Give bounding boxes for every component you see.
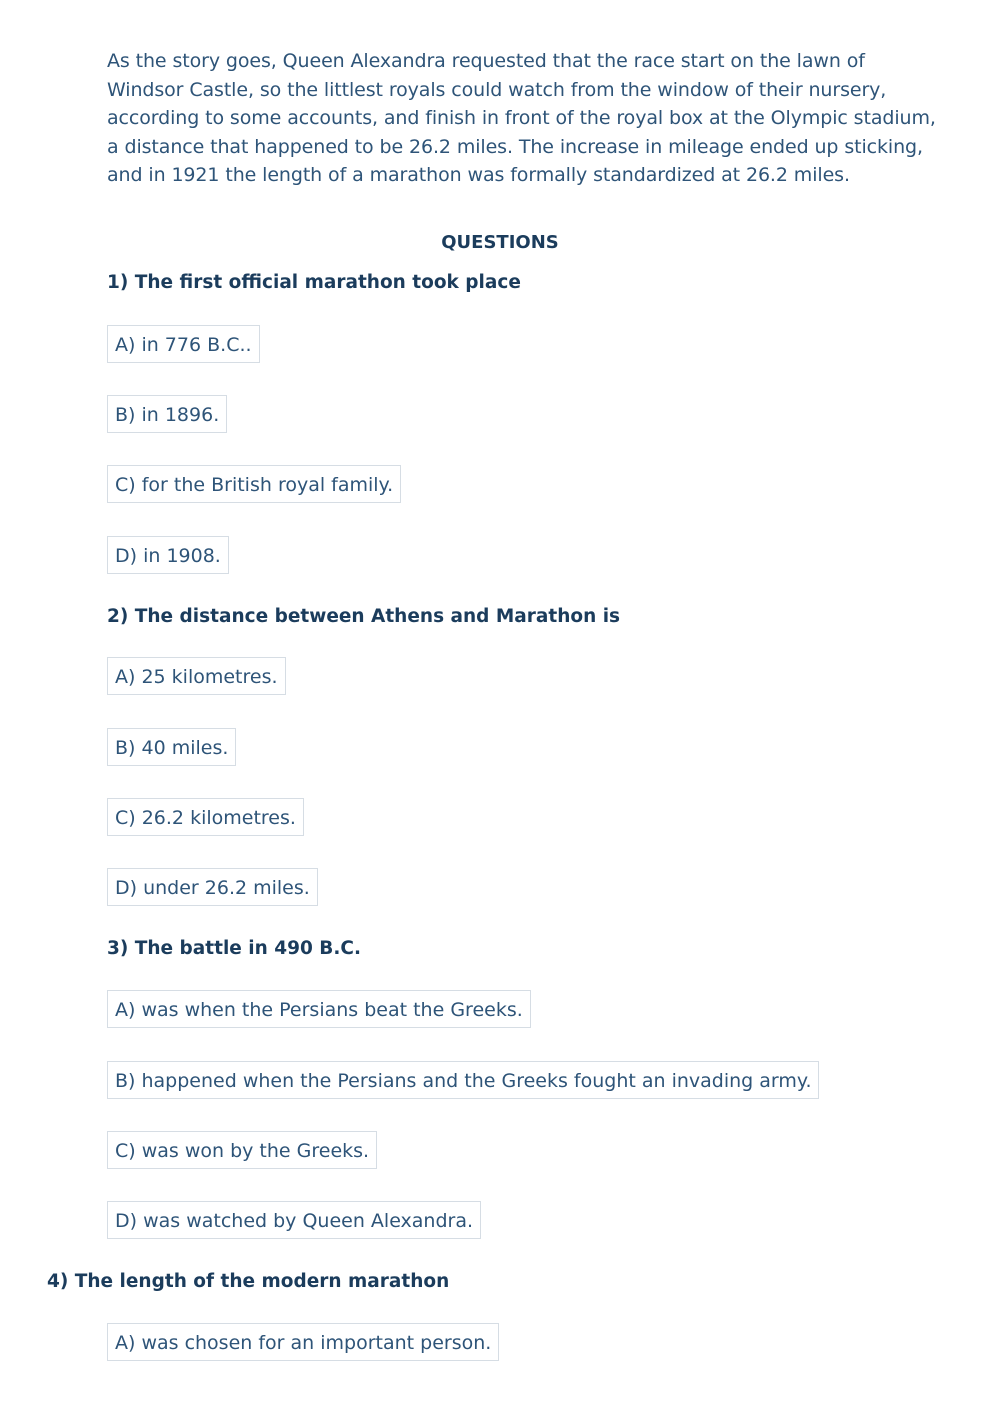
question-2-option-d[interactable]: D) under 26.2 miles. bbox=[107, 868, 318, 906]
question-1-option-c[interactable]: C) for the British royal family. bbox=[107, 465, 401, 503]
question-3-option-b[interactable]: B) happened when the Persians and the Greeks fought an invading army. bbox=[107, 1061, 819, 1099]
question-3-text: 3) The battle in 490 B.C. bbox=[107, 938, 362, 959]
question-2-option-b[interactable]: B) 40 miles. bbox=[107, 728, 236, 766]
question-1-option-d[interactable]: D) in 1908. bbox=[107, 536, 229, 574]
question-1-text: 1) The first official marathon took place bbox=[107, 272, 521, 293]
question-2-option-a[interactable]: A) 25 kilometres. bbox=[107, 657, 286, 695]
question-4-option-a[interactable]: A) was chosen for an important person. bbox=[107, 1323, 499, 1361]
question-4-text: 4) The length of the modern marathon bbox=[47, 1271, 450, 1292]
question-1-option-b[interactable]: B) in 1896. bbox=[107, 395, 227, 433]
question-2-option-c[interactable]: C) 26.2 kilometres. bbox=[107, 798, 304, 836]
questions-heading: QUESTIONS bbox=[441, 232, 559, 253]
question-3-option-d[interactable]: D) was watched by Queen Alexandra. bbox=[107, 1201, 481, 1239]
question-2-text: 2) The distance between Athens and Marathon is bbox=[107, 606, 621, 627]
question-1-option-a[interactable]: A) in 776 B.C.. bbox=[107, 325, 260, 363]
intro-paragraph: As the story goes, Queen Alexandra requested that the race start on the lawn of Windsor Castle, so the littlest royals could watch from the window of their nursery, according to some accounts, and finish in front of the royal box at the Olympic stadium, a distance that happened to be 26.2 miles. The increase in mileage ended up sticking, and in 1921 the length of a marathon was formally standardized at 26.2 miles. bbox=[107, 50, 936, 186]
question-3-option-a[interactable]: A) was when the Persians beat the Greeks. bbox=[107, 990, 531, 1028]
question-3-option-c[interactable]: C) was won by the Greeks. bbox=[107, 1131, 377, 1169]
